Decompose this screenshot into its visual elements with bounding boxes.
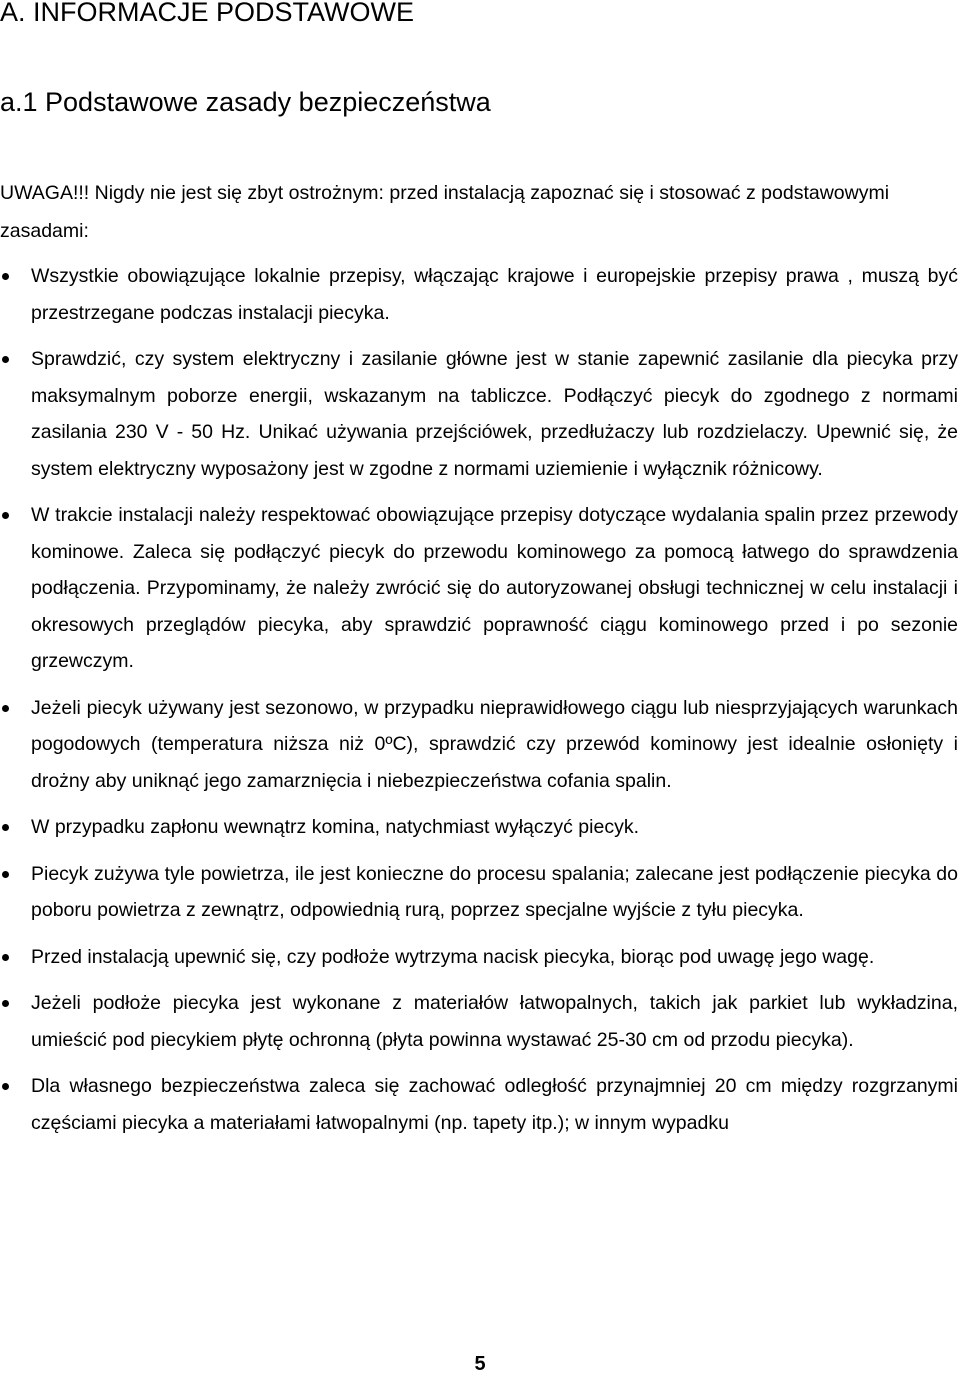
warning-paragraph: UWAGA!!! Nigdy nie jest się zbyt ostrożnym: przed instalacją zapoznać się i stosować z podstawowymi zasadami: xyxy=(0,182,890,242)
list-item-text: Wszystkie obowiązujące lokalnie przepisy, włączając krajowe i europejskie przepisy prawa , muszą być przestrzegane podczas instalacji piecyka. xyxy=(31,265,958,324)
bullet-icon xyxy=(2,356,9,363)
bullet-icon xyxy=(2,273,9,280)
list-item-text: W trakcie instalacji należy respektować obowiązujące przepisy dotyczące wydalania spalin przez przewody kominowe. Zaleca się podłączyć piecyk do przewodu kominowego za pomocą łatwego do sprawdzenia podłączenia. Przypominamy, że należy zwrócić się do autoryzowanej obsługi technicznej w celu instalacji i okresowych przeglądów piecyka, aby sprawdzić poprawność ciągu kominowego przed i po sezonie grzewczym. xyxy=(31,504,958,672)
list-item xyxy=(0,985,958,1058)
list-item xyxy=(0,690,958,800)
list-item-text: Piecyk zużywa tyle powietrza, ile jest konieczne do procesu spalania; zalecane jest podłączenie piecyka do poboru powietrza z zewnątrz, odpowiednią rurą, poprzez specjalne wyjście z tyłu piecyka. xyxy=(31,862,958,921)
list-item-text: W przypadku zapłonu wewnątrz komina, natychmiast wyłączyć piecyk. xyxy=(31,816,639,838)
list-item xyxy=(0,809,958,846)
section-heading: A. INFORMACJE PODSTAWOWE xyxy=(0,0,415,27)
subsection-heading: a.1 Podstawowe zasady bezpieczeństwa xyxy=(0,87,491,117)
page-number: 5 xyxy=(474,1353,486,1375)
list-item xyxy=(0,1068,958,1141)
list-item xyxy=(0,939,958,976)
bullet-icon xyxy=(2,705,9,712)
bullet-icon xyxy=(2,824,9,831)
list-item xyxy=(0,341,958,487)
bullet-icon xyxy=(2,1083,9,1090)
bullet-icon xyxy=(2,512,9,519)
list-item-text: Sprawdzić, czy system elektryczny i zasilanie główne jest w stanie zapewnić zasilanie dla piecyka przy maksymalnym poborze energii, wskazanym na tabliczce. Podłączyć piecyk do zgodnego z normami zasilania 230 V - 50 Hz. Unikać używania przejściówek, przedłużaczy lub rozdzielaczy. Upewnić się, że system elektryczny wyposażony jest w zgodne z normami uziemienie i wyłącznik różnicowy. xyxy=(31,348,958,480)
bullet-icon xyxy=(2,1000,9,1007)
list-item xyxy=(0,856,958,929)
list-item xyxy=(0,497,958,680)
bullet-icon xyxy=(2,871,9,878)
list-item-text: Przed instalacją upewnić się, czy podłoże wytrzyma nacisk piecyka, biorąc pod uwagę jego wagę. xyxy=(31,945,875,968)
bullet-icon xyxy=(2,954,9,961)
list-item-text: Dla własnego bezpieczeństwa zaleca się zachować odległość przynajmniej 20 cm między rozgrzanymi częściami piecyka a materiałami łatwopalnymi (np. tapety itp.); w innym wypadku xyxy=(31,1075,958,1134)
safety-rules-list xyxy=(0,258,958,1141)
list-item-text: Jeżeli podłoże piecyka jest wykonane z materiałów łatwopalnych, takich jak parkiet lub wykładzina, umieścić pod piecykiem płytę ochronną (płyta powinna wystawać 25-30 cm od przodu piecyka). xyxy=(31,992,958,1051)
list-item-text: Jeżeli piecyk używany jest sezonowo, w przypadku nieprawidłowego ciągu lub niesprzyjających warunkach pogodowych (temperatura niższa niż 0ºC), sprawdzić czy przewód kominowy jest idealnie osłonięty i drożny aby uniknąć jego zamarznięcia i niebezpieczeństwa cofania spalin. xyxy=(31,696,958,792)
list-item xyxy=(0,258,958,331)
